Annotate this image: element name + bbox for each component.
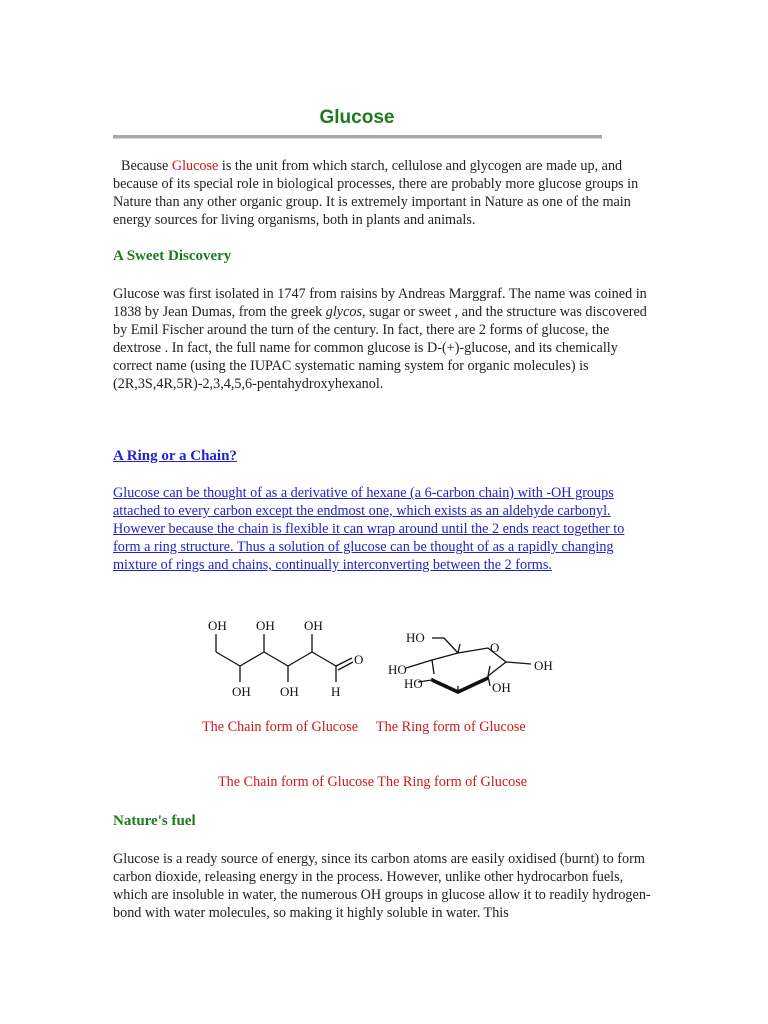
chain-structure-diagram bbox=[200, 618, 370, 708]
chain-h-label: H bbox=[331, 684, 341, 699]
heading-sweet-discovery: A Sweet Discovery bbox=[113, 248, 232, 264]
heading-natures-fuel: Nature's fuel bbox=[113, 813, 196, 829]
caption-combined: The Chain form of Glucose The Ring form of Glucose bbox=[218, 774, 528, 790]
chain-oh-label-2: OH bbox=[256, 618, 275, 633]
chain-oh-label-1: OH bbox=[208, 618, 227, 633]
heading-ring-or-chain-link[interactable]: A Ring or a Chain? bbox=[113, 448, 237, 464]
fuel-paragraph: Glucose is a ready source of energy, since its carbon atoms are easily oxidised (burnt) to form carbon dioxide, releasing energy in the process. However, unlike other hydrocarbon fuels, which are insoluble in water, the numerous OH groups in glucose allow it to readily hydrogen-bond with water molecules, so making it highly soluble in water. This bbox=[113, 851, 651, 921]
chain-oh-label-4: OH bbox=[232, 684, 251, 699]
discovery-text-1: Glucose was first isolated in 1747 from raisins by Andreas Marggraf. The name was coined in 1838 by Jean Dumas, from the greek bbox=[113, 286, 647, 320]
discovery-text-2: , sugar or sweet , and the structure was discovered by Emil Fischer around the turn of the century. In fact, there are 2 forms of glucose, the dextrose . In fact, the full name for common glucose is D-(+)-glucose, and its chemically correct name (using the IUPAC systematic naming system for organic molecules) is (2R,3S,4R,5R)-2,3,4,5,6-pentahydroxyhexanol. bbox=[113, 304, 647, 392]
ring-ho-label-left: HO bbox=[388, 662, 407, 677]
intro-paragraph bbox=[113, 157, 658, 229]
intro-highlight-glucose: Glucose bbox=[171, 158, 219, 174]
ring-chain-paragraph-link[interactable]: Glucose can be thought of as a derivative of hexane (a 6-carbon chain) with -OH groups attached to every carbon except the endmost one, which exists as an aldehyde carbonyl. However because the chain is flexible it can wrap around until the 2 ends react together to form a ring structure. Thus a solution of glucose can be thought of as a rapidly changing mixture of rings and chains, continually interconverting between the 2 forms. bbox=[113, 485, 625, 573]
intro-text-after: is the unit from which starch, cellulose and glycogen are made up, and because of its special role in biological processes, there are probably more glucose groups in Nature than any other organic group. It is extremely important in Nature as one of the main energy sources for living organisms, both in plants and animals. bbox=[113, 158, 639, 228]
glucose-ring-structure bbox=[378, 620, 568, 700]
ring-ho-label-bottom: HO bbox=[404, 676, 423, 691]
caption-ring-form: The Ring form of Glucose bbox=[376, 719, 526, 735]
discovery-italic-glycos: glycos bbox=[325, 304, 363, 320]
chain-oh-label-3: OH bbox=[304, 618, 323, 633]
glucose-chain-structure bbox=[200, 618, 370, 708]
chain-o-label: O bbox=[354, 652, 364, 667]
caption-chain-form: The Chain form of Glucose bbox=[202, 719, 359, 735]
intro-text-before: Because bbox=[121, 158, 172, 174]
ring-oh-label-bottom: OH bbox=[492, 680, 511, 695]
ring-o-label: O bbox=[490, 640, 500, 655]
page-title: Glucose bbox=[319, 107, 395, 128]
chain-oh-label-5: OH bbox=[280, 684, 299, 699]
ring-ho-label-top: HO bbox=[406, 630, 425, 645]
ring-structure-diagram bbox=[378, 620, 568, 700]
discovery-paragraph bbox=[113, 285, 658, 393]
ring-oh-label-right: OH bbox=[534, 658, 553, 673]
title-divider bbox=[113, 135, 602, 139]
